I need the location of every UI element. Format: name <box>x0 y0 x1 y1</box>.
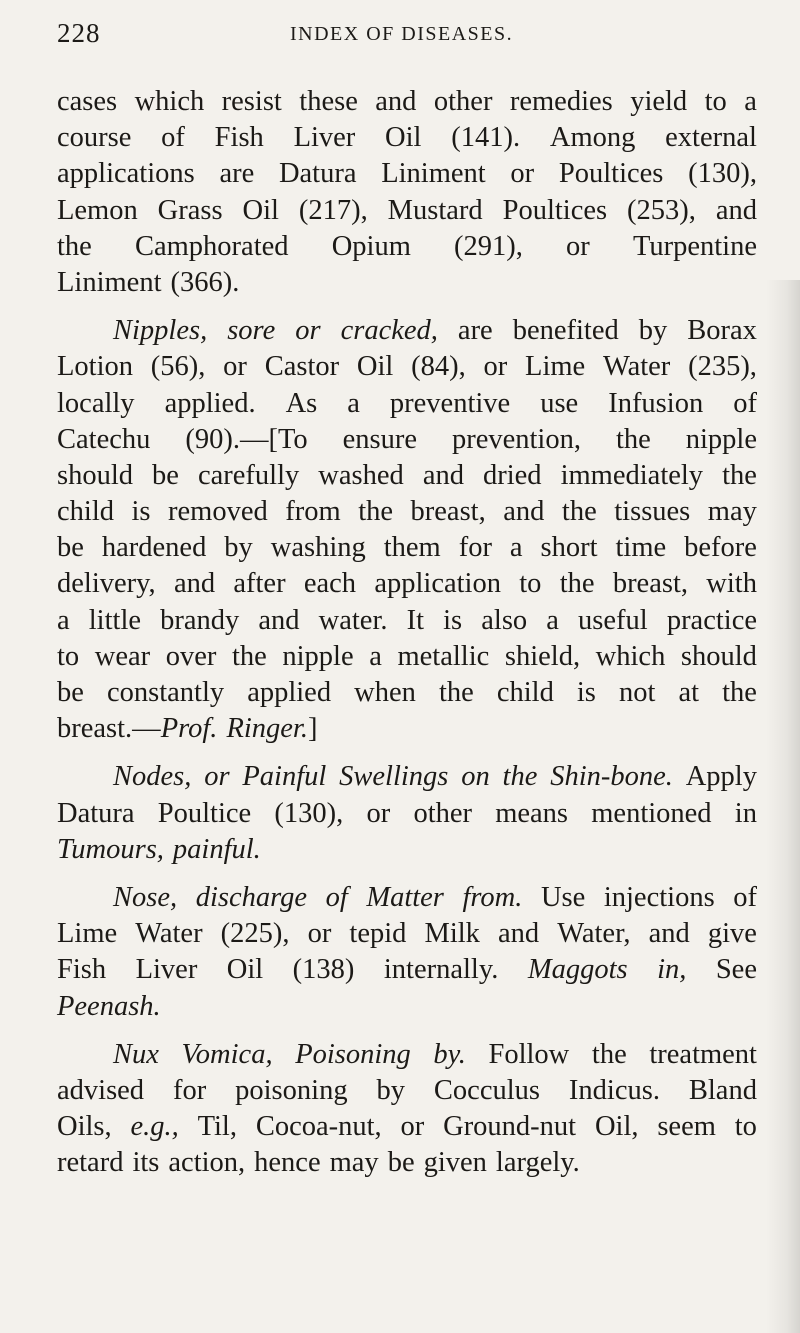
word: the <box>615 423 651 455</box>
word: over <box>165 640 217 672</box>
word: Nipples, <box>113 315 208 347</box>
word: Follow <box>488 1038 570 1070</box>
text-line <box>57 711 757 747</box>
text-line <box>57 313 757 349</box>
word: ensure <box>342 423 417 455</box>
word: Infusion <box>608 387 704 419</box>
paragraph-gap <box>57 301 757 313</box>
word: Ringer. <box>226 713 308 745</box>
word: should <box>57 459 134 491</box>
word: and <box>715 194 757 226</box>
word: (253), <box>627 194 696 226</box>
word: of <box>733 387 757 419</box>
word: Mustard <box>387 194 483 226</box>
word: Liniment <box>381 158 486 190</box>
word: yield <box>630 86 688 117</box>
word: useful <box>578 604 648 636</box>
word: Opium <box>331 230 411 262</box>
word: Fish <box>214 122 264 154</box>
word: or <box>366 797 391 829</box>
text-line <box>57 989 757 1025</box>
word: (235), <box>688 351 757 383</box>
word: are <box>219 158 255 190</box>
word: Oil <box>385 122 422 154</box>
word: or <box>566 230 590 262</box>
page-number: 228 <box>57 18 101 48</box>
word: be <box>57 677 84 708</box>
word: (225), <box>220 918 290 950</box>
word: prevention, <box>451 423 581 455</box>
word: a <box>57 604 70 636</box>
word: each <box>303 568 357 600</box>
word: carefully <box>197 459 300 491</box>
word: seem <box>657 1111 716 1143</box>
word: Oil <box>226 954 264 986</box>
text-line <box>57 84 757 120</box>
word: Catechu <box>57 423 151 455</box>
word: external <box>665 122 757 154</box>
text-line <box>57 603 757 639</box>
word: by. <box>433 1038 466 1070</box>
word: may <box>329 1147 379 1179</box>
word: by <box>224 532 253 564</box>
word: Til, <box>197 1111 237 1143</box>
word: nipple <box>685 423 757 455</box>
word: (84), <box>411 351 466 383</box>
word: may <box>707 496 757 528</box>
word: a <box>744 86 757 117</box>
word: Ground-nut <box>443 1111 577 1143</box>
word: Oil, <box>594 1111 639 1143</box>
word: (90).—[To <box>185 423 308 455</box>
word: its <box>132 1147 160 1179</box>
text-line <box>57 796 757 832</box>
word: wear <box>94 640 151 672</box>
word: when <box>354 677 416 708</box>
word: Cocoa-nut, <box>255 1111 382 1143</box>
word: for <box>458 532 492 564</box>
word: in, <box>657 954 687 986</box>
word: Castor <box>264 351 340 383</box>
word: the <box>722 459 757 491</box>
text-line <box>57 916 757 952</box>
word: Lemon <box>57 194 138 226</box>
word: a <box>369 640 382 672</box>
text-line <box>57 639 757 675</box>
word: Oil <box>242 194 279 226</box>
word: which <box>595 640 666 672</box>
word: applications <box>57 158 195 190</box>
paragraph <box>57 84 757 301</box>
word: the <box>561 496 597 528</box>
word: of <box>161 122 185 154</box>
word: the <box>722 677 757 708</box>
word: course <box>57 122 132 154</box>
word: constantly <box>106 677 225 708</box>
word: (56), <box>150 351 206 383</box>
word: the <box>502 761 538 793</box>
page-edge-shadow <box>766 280 800 1333</box>
text-line <box>57 1109 757 1145</box>
word: As <box>285 387 318 419</box>
word: or <box>307 918 332 950</box>
word: removed <box>168 496 268 528</box>
word: short <box>540 532 598 564</box>
word: poisoning <box>235 1074 348 1106</box>
word: be <box>152 459 179 491</box>
word: delivery, <box>57 568 156 600</box>
text-line <box>57 349 757 385</box>
running-head: INDEX OF DISEASES. <box>290 23 514 45</box>
word: action, <box>168 1147 246 1179</box>
word: cases <box>57 86 118 117</box>
word: time <box>615 532 667 564</box>
word: preventive <box>389 387 511 419</box>
word: Nodes, <box>113 761 192 793</box>
word: (141). <box>451 122 521 154</box>
word: washing <box>270 532 366 564</box>
word: Among <box>549 122 636 154</box>
word: child <box>496 677 554 708</box>
word: Cocculus <box>433 1074 540 1106</box>
word: other <box>433 86 493 117</box>
word: treatment <box>649 1038 757 1070</box>
word: the <box>591 1038 627 1070</box>
word: is <box>131 496 151 528</box>
word: Water, <box>557 918 631 950</box>
word: Nose, <box>113 881 178 913</box>
word: Nux <box>113 1038 159 1070</box>
text-line <box>57 386 757 422</box>
word: remedies <box>509 86 613 117</box>
text-line <box>57 265 757 301</box>
paragraph <box>57 759 757 868</box>
word: practice <box>666 604 757 636</box>
word: are <box>457 315 493 347</box>
text-line <box>57 156 757 192</box>
word: Poultice <box>157 797 252 829</box>
word: Liver <box>135 954 198 986</box>
word: ] <box>307 713 318 745</box>
paragraph-gap <box>57 868 757 880</box>
word: a <box>546 604 559 636</box>
word: be <box>57 532 84 564</box>
word: with <box>706 568 757 600</box>
word: of <box>733 881 757 913</box>
word: before <box>684 532 757 564</box>
paragraph <box>57 1037 757 1182</box>
word: Water <box>135 918 203 950</box>
word: e.g., <box>130 1111 179 1143</box>
word: to <box>734 1111 757 1143</box>
word: of <box>325 881 348 913</box>
text-line <box>57 494 757 530</box>
word: cracked, <box>340 315 438 347</box>
word: Turpentine <box>632 230 757 262</box>
word: Datura <box>278 158 357 190</box>
word: Shin-bone. <box>550 761 673 793</box>
word: Maggots <box>527 954 628 986</box>
word: tissues <box>614 496 691 528</box>
word: It <box>406 604 425 636</box>
word: Liniment <box>57 266 162 298</box>
word: not <box>618 677 656 708</box>
word: to <box>704 86 727 117</box>
word: at <box>678 677 700 708</box>
body-text <box>57 84 757 1181</box>
word: which <box>134 86 205 117</box>
word: and <box>648 918 690 950</box>
word: use <box>540 387 579 419</box>
word: should <box>680 640 757 672</box>
text-line <box>57 1145 757 1181</box>
word: (138) <box>292 954 355 986</box>
word: by <box>638 315 668 347</box>
word: Matter <box>366 881 444 913</box>
word: be <box>387 1147 415 1179</box>
text-line <box>57 675 757 711</box>
word: Datura <box>57 797 135 829</box>
word: (217), <box>298 194 368 226</box>
word: Vomica, <box>181 1038 273 1070</box>
word: after <box>233 568 286 600</box>
word: Swellings <box>339 761 449 793</box>
word: a <box>347 387 360 419</box>
word: Bland <box>688 1074 757 1106</box>
word: and <box>258 604 300 636</box>
word: also <box>481 604 528 636</box>
word: internally. <box>383 954 499 986</box>
text-line <box>57 880 757 916</box>
page-header <box>57 18 757 58</box>
word: Apply <box>685 761 757 793</box>
word: See <box>715 954 757 986</box>
word: (291), <box>454 230 523 262</box>
word: and <box>375 86 417 117</box>
word: or <box>295 315 321 347</box>
word: Use <box>540 881 586 913</box>
word: a <box>509 532 523 564</box>
word: tepid <box>349 918 407 950</box>
word: is <box>443 604 463 636</box>
word: Lime <box>57 918 118 950</box>
word: breast, <box>410 496 486 528</box>
word: Poultices <box>558 158 664 190</box>
text-line <box>57 458 757 494</box>
word: Prof. <box>160 713 218 745</box>
word: Camphorated <box>134 230 289 262</box>
word: applied. <box>164 387 256 419</box>
word: brandy <box>160 604 240 636</box>
word: breast, <box>612 568 688 600</box>
word: the <box>231 640 267 672</box>
word: injections <box>603 881 715 913</box>
word: to <box>519 568 542 600</box>
word: locally <box>57 387 135 419</box>
word: or <box>204 761 230 793</box>
word: water. <box>318 604 388 636</box>
word: Borax <box>687 315 757 347</box>
word: benefited <box>512 315 619 347</box>
word: Indicus. <box>568 1074 660 1106</box>
text-line <box>57 422 757 458</box>
text-line <box>57 952 757 988</box>
word: Water <box>602 351 671 383</box>
word: hardened <box>101 532 207 564</box>
word: Oil <box>356 351 394 383</box>
word: is <box>576 677 596 708</box>
text-line <box>57 229 757 265</box>
word: the <box>57 230 92 262</box>
word: washed <box>318 459 404 491</box>
word: for <box>172 1074 207 1106</box>
word: the <box>358 496 394 528</box>
word: or <box>510 158 535 190</box>
paragraph-gap <box>57 1025 757 1037</box>
word: Painful <box>242 761 327 793</box>
word: dried <box>483 459 542 491</box>
word: sore <box>227 315 276 347</box>
word: painful. <box>172 833 261 865</box>
text-line <box>57 530 757 566</box>
word: or <box>483 351 508 383</box>
word: Lime <box>525 351 586 383</box>
word: and <box>173 568 216 600</box>
word: Poultices <box>502 194 608 226</box>
word: on <box>461 761 490 793</box>
text-line <box>57 566 757 602</box>
word: Lotion <box>57 351 133 383</box>
word: discharge <box>195 881 308 913</box>
word: and <box>422 459 464 491</box>
paragraph <box>57 880 757 1025</box>
word: resist <box>221 86 282 117</box>
word: other <box>413 797 472 829</box>
word: or <box>400 1111 425 1143</box>
word: breast.— <box>57 713 161 745</box>
paragraph-gap <box>57 747 757 759</box>
word: shield, <box>504 640 581 672</box>
word: Tumours, <box>57 833 164 865</box>
word: application <box>374 568 501 600</box>
word: the <box>559 568 595 600</box>
word: or <box>223 351 247 383</box>
word: retard <box>57 1147 124 1179</box>
word: them <box>383 532 441 564</box>
word: immediately <box>560 459 704 491</box>
word: Peenash. <box>57 990 161 1022</box>
word: these <box>299 86 358 117</box>
word: from. <box>462 881 523 913</box>
text-line <box>57 832 757 868</box>
word: Milk <box>424 918 480 950</box>
word: Oils, <box>57 1111 112 1143</box>
word: little <box>88 604 142 636</box>
word: advised <box>57 1074 145 1106</box>
word: largely. <box>495 1147 580 1179</box>
word: nipple <box>282 640 354 672</box>
word: and <box>498 918 540 950</box>
word: Poisoning <box>295 1038 411 1070</box>
text-line <box>57 1073 757 1109</box>
word: the <box>438 677 474 708</box>
word: metallic <box>397 640 490 672</box>
word: Fish <box>57 954 107 986</box>
word: give <box>707 918 757 950</box>
word: child <box>57 496 114 528</box>
word: (130), <box>688 158 757 190</box>
word: and <box>503 496 545 528</box>
text-line <box>57 759 757 795</box>
word: means <box>495 797 569 829</box>
word: by <box>376 1074 405 1106</box>
word: hence <box>254 1147 321 1179</box>
word: Grass <box>157 194 223 226</box>
word: mentioned <box>591 797 712 829</box>
paragraph <box>57 313 757 747</box>
word: (130), <box>274 797 344 829</box>
word: (366). <box>170 266 240 298</box>
word: Liver <box>293 122 356 154</box>
text-line <box>57 120 757 156</box>
text-line <box>57 193 757 229</box>
word: given <box>423 1147 487 1179</box>
word: to <box>57 640 80 672</box>
word: from <box>285 496 341 528</box>
text-line <box>57 1037 757 1073</box>
word: in <box>734 797 757 829</box>
word: applied <box>247 677 332 708</box>
